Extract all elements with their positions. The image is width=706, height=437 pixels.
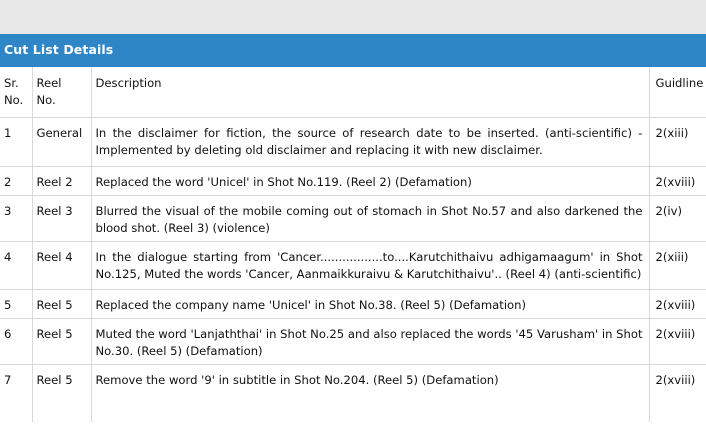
table-row	[0, 364, 706, 422]
table-header-row	[0, 67, 706, 117]
column-header-sr-no	[0, 67, 32, 117]
column-header-guideline-label: Guidline	[655, 76, 704, 90]
cell-description: Replaced the word 'Unicel' in Shot No.119. (Reel 2) (Defamation)	[91, 166, 649, 195]
column-header-guideline	[649, 67, 706, 117]
cell-description: In the dialogue starting from 'Cancer.................to....Karutchithaivu adhigamaagum' in Shot No.125, Muted the words 'Cancer, Aanmaikkuraivu & Karutchithaivu'.. (Reel 4) (anti-scientific)	[91, 241, 649, 289]
table-row	[0, 241, 706, 289]
cell-reel-no: Reel 4	[32, 241, 91, 289]
cell-sr-no: 7	[0, 364, 32, 422]
column-header-description	[91, 67, 649, 117]
cell-sr-no: 1	[0, 117, 32, 166]
cell-reel-no: Reel 3	[32, 195, 91, 241]
table-row	[0, 195, 706, 241]
cell-guideline: 2(xviii)	[655, 372, 696, 387]
cell-reel-no: General	[32, 117, 91, 166]
cell-reel-no: Reel 5	[32, 289, 91, 318]
column-header-reel-line1: Reel	[36, 76, 62, 90]
cell-reel-no: Reel 2	[32, 166, 91, 195]
column-header-sr-line2: No.	[4, 93, 24, 107]
cell-guideline: 2(xiii)	[649, 241, 706, 289]
cell-sr-no: 2	[0, 166, 32, 195]
cell-description: In the disclaimer for fiction, the source of research date to be inserted. (anti-scientific) - Implemented by deleting old disclaimer and replacing it with new disclaimer.	[91, 117, 649, 166]
table-row	[0, 289, 706, 318]
cell-reel-no: Reel 5	[32, 318, 91, 364]
cell-guideline: 2(iv)	[649, 195, 706, 241]
column-header-sr-line1: Sr.	[4, 76, 19, 90]
cell-guideline: 2(xviii)	[649, 318, 706, 364]
table-row	[0, 318, 706, 364]
cell-description: Remove the word '9' in subtitle in Shot No.204. (Reel 5) (Defamation)	[91, 364, 649, 422]
cell-reel-no: Reel 5	[32, 364, 91, 422]
top-strip	[0, 0, 706, 34]
section-header	[0, 34, 706, 67]
table-row	[0, 117, 706, 166]
section-title: Cut List Details	[4, 42, 114, 57]
cell-sr-no: 3	[0, 195, 32, 241]
cell-sr-no: 4	[0, 241, 32, 289]
cell-description: Blurred the visual of the mobile coming out of stomach in Shot No.57 and also darkened the blood shot. (Reel 3) (violence)	[91, 195, 649, 241]
cell-sr-no: 5	[0, 289, 32, 318]
cell-guideline: 2(xiii)	[649, 117, 706, 166]
column-header-reel-no	[32, 67, 91, 117]
cell-guideline: 2(xviii)	[649, 289, 706, 318]
cell-sr-no: 6	[0, 318, 32, 364]
column-header-description-label: Description	[95, 76, 162, 90]
column-header-reel-line2: No.	[36, 93, 56, 107]
table-row	[0, 166, 706, 195]
cell-guideline: 2(xviii)	[649, 166, 706, 195]
cell-description: Replaced the company name 'Unicel' in Shot No.38. (Reel 5) (Defamation)	[91, 289, 649, 318]
cut-list-table	[0, 67, 706, 422]
cell-description: Muted the word 'Lanjaththai' in Shot No.25 and also replaced the words '45 Varusham' in Shot No.30. (Reel 5) (Defamation)	[91, 318, 649, 364]
